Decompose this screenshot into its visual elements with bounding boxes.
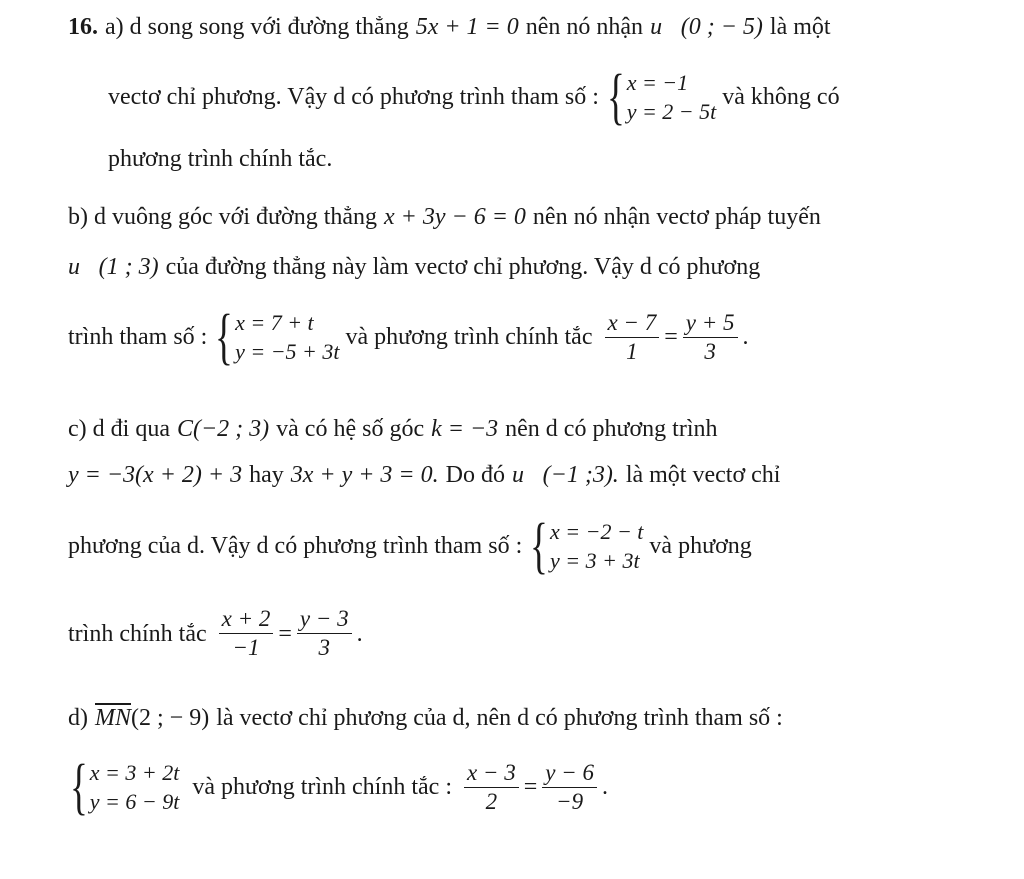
part-d-fraction-2 [542,760,597,815]
period: . [602,774,608,800]
part-c-line-3 [68,512,752,580]
part-a-param-intro: vectơ chỉ phương. Vậy d có phương trình tham số : [108,84,599,110]
part-a-vector: u⃗(0 ; − 5) [650,14,763,40]
part-b-frac2-den: 3 [704,338,716,364]
part-a-line-1 [68,12,831,42]
part-c-canonical-intro: trình chính tắc [68,620,207,647]
part-c-fraction-1 [219,606,274,661]
part-a-line-2 [108,63,840,131]
part-c-line-1 [68,414,718,444]
part-b-line-2 [68,252,760,282]
part-a-text-mid: nên nó nhận [525,14,644,40]
part-d-label: d) [68,705,88,731]
part-b-sys-x: x = 7 + t [235,310,314,335]
brace-icon: { [69,753,88,821]
part-d-sys-y: y = 6 − 9t [89,789,180,814]
part-c-frac2-den: 3 [318,635,331,660]
part-b-frac1-num: x − 7 [605,310,660,338]
part-c-param-end: và phương [649,533,752,559]
part-b-sys-y: y = −5 + 3t [235,339,340,364]
part-d-line-2 [62,753,608,821]
brace-icon: { [530,512,549,580]
part-c-sys-y: y = 3 + 3t [550,548,640,573]
part-a-sys-x: x = −1 [626,70,689,95]
part-d-vector-coords: (2 ; − 9) [131,705,210,731]
part-c-line-4 [68,606,363,661]
problem-number: 16. [68,14,98,40]
part-a-sys-y: y = 2 − 5t [626,99,717,124]
part-d-system [64,753,180,821]
part-a-conclusion: phương trình chính tắc. [108,146,333,172]
part-c-frac1-den: −1 [232,635,260,660]
period: . [742,324,749,350]
part-a-system [601,63,717,131]
part-c-equation-2: 3x + y + 3 = 0. [290,462,439,488]
part-c-frac2-num: y − 3 [297,606,352,634]
equals-sign: = [278,620,292,647]
part-b-text-2: của đường thẳng này làm vectơ chỉ phương. Vậy d có phương [165,254,761,280]
part-b-canonical-intro: và phương trình chính tắc [345,324,593,350]
part-c-text-2: là một vectơ chỉ [625,462,781,488]
part-d-canonical-intro: và phương trình chính tắc : [192,774,452,800]
period: . [356,620,363,647]
part-b-frac2-num: y + 5 [683,310,738,338]
part-d-line-1 [68,703,783,733]
part-c-line-2 [68,460,780,490]
part-a-text: a) d song song với đường thẳng [105,14,409,40]
part-d-frac2-num: y − 6 [542,760,597,788]
part-b-system [209,303,340,371]
part-d-frac2-den: −9 [556,788,584,814]
part-d-text: là vectơ chỉ phương của d, nên d có phương trình tham số : [216,705,783,731]
part-c-hay: hay [249,462,284,488]
part-a-equation: 5x + 1 = 0 [415,14,519,40]
part-c-vector: u⃗(−1 ;3). [511,462,619,488]
part-c-sys-x: x = −2 − t [550,519,644,544]
part-d-frac1-den: 2 [485,788,498,814]
part-b-param-intro: trình tham số : [68,324,208,350]
part-d-vector-name: $\overline{MN}$ [95,705,131,731]
brace-icon: { [215,303,234,371]
part-b-vector: u⃗(1 ; 3) [68,254,159,280]
part-b-line-1 [68,202,821,232]
equals-sign: = [523,774,538,800]
part-c-do-do: Do đó [445,462,505,488]
part-b-fraction-2 [683,310,738,365]
part-c-text-mid: và có hệ số góc [276,416,425,442]
part-c-text: c) d đi qua [68,416,170,442]
equals-sign: = [664,324,678,350]
part-b-frac1-den: 1 [626,338,638,364]
part-d-sys-x: x = 3 + 2t [89,760,180,785]
part-a-param-end: và không có [722,84,840,110]
part-c-fraction-2 [297,606,352,661]
part-b-equation: x + 3y − 6 = 0 [384,204,526,230]
part-a-line-3 [108,144,332,174]
part-c-slope: k = −3 [431,416,499,442]
part-d-fraction-1 [464,760,519,815]
part-a-text-end: là một [769,14,831,40]
part-b-fraction-1 [605,310,660,365]
part-c-frac1-num: x + 2 [219,606,274,634]
part-b-line-3 [68,303,749,371]
part-c-param-intro: phương của d. Vậy d có phương trình tham số : [68,533,523,559]
part-d-frac1-num: x − 3 [464,760,519,788]
part-b-text-end: nên nó nhận vectơ pháp tuyến [532,204,821,230]
part-c-point: C(−2 ; 3) [176,416,270,442]
brace-icon: { [606,63,625,131]
part-c-system [524,512,644,580]
part-b-text: b) d vuông góc với đường thẳng [68,204,378,230]
part-c-text-end: nên d có phương trình [505,416,718,442]
part-c-equation-1: y = −3(x + 2) + 3 [68,462,243,488]
